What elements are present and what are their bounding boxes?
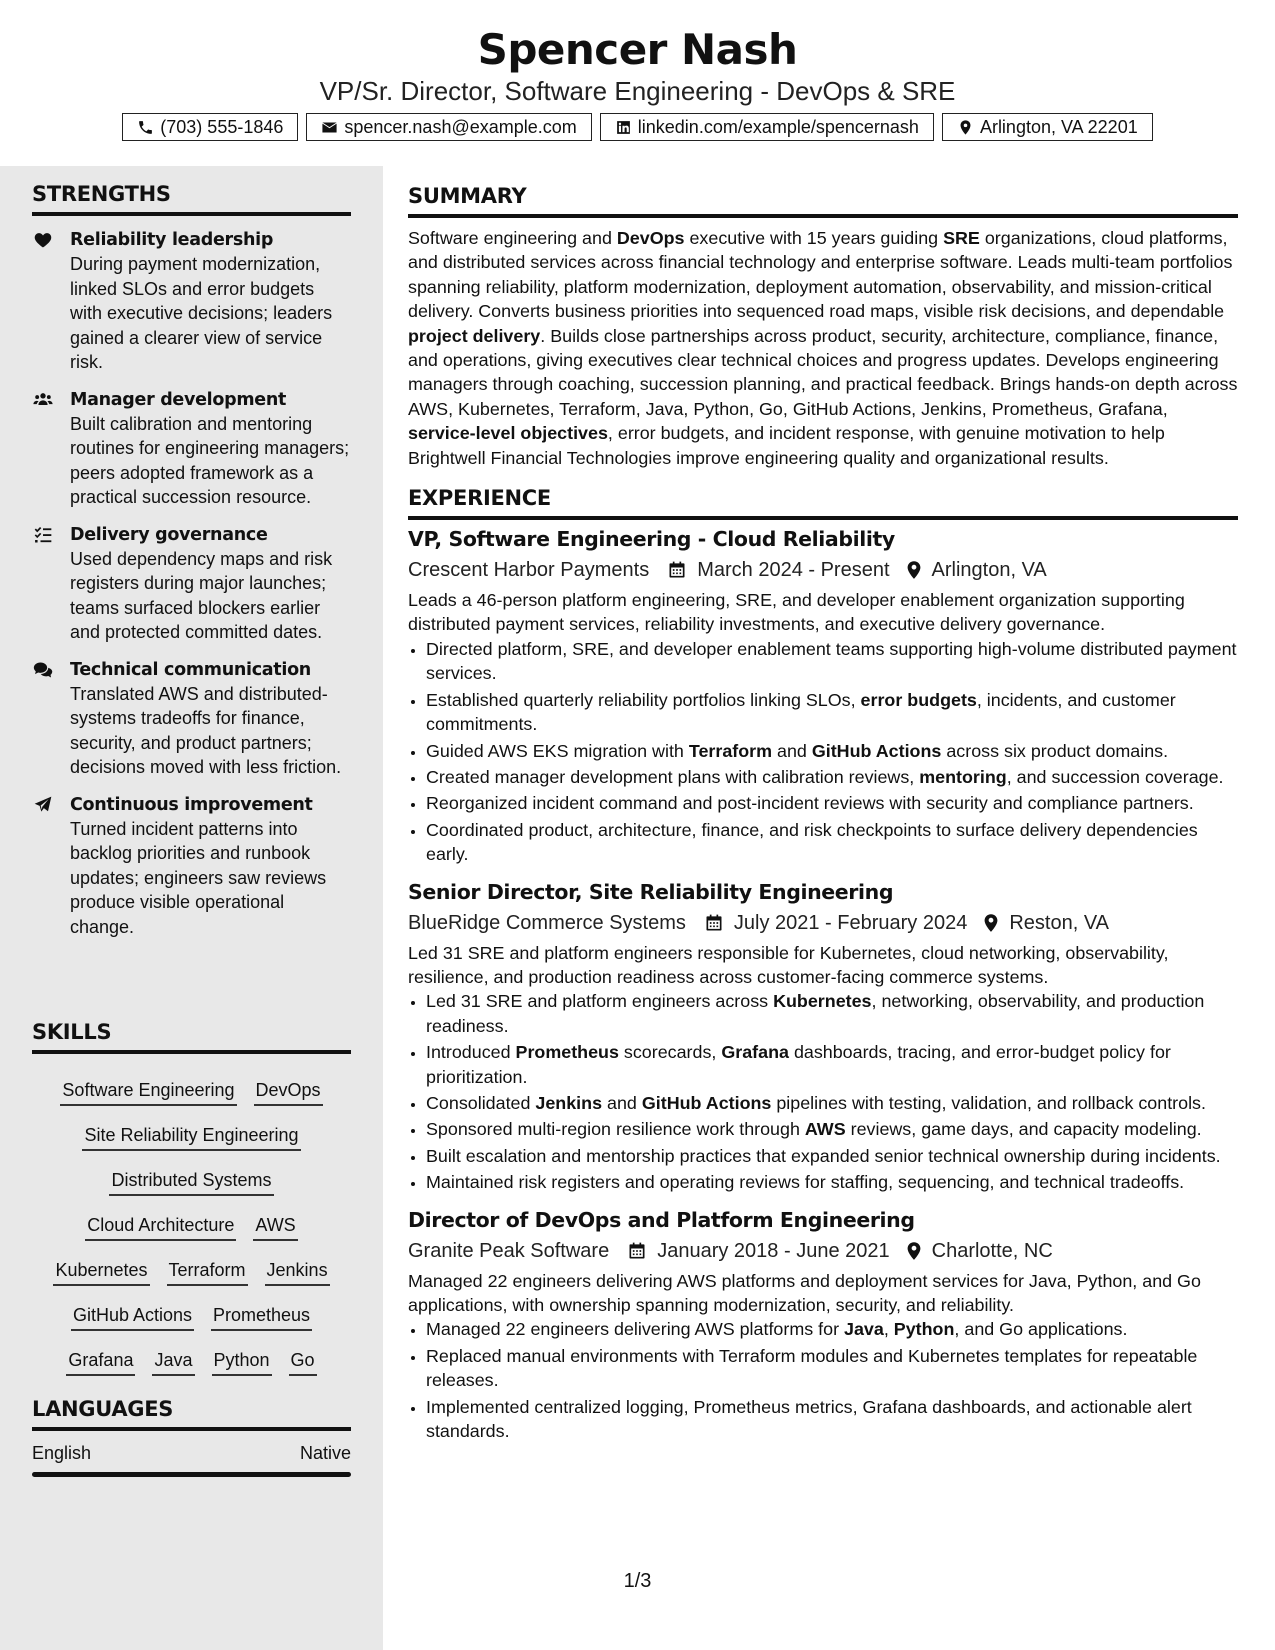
job-bullet — [426, 739, 1238, 763]
job-entry — [408, 524, 1238, 866]
job-bullet — [426, 1117, 1238, 1141]
text-run: Directed platform, SRE, and developer enablement teams supporting high-volume distributed payment services. — [426, 638, 1237, 684]
page-number: 1/3 — [623, 1570, 652, 1592]
text-run: , and Go applications. — [954, 1319, 1128, 1340]
contact-location-text: Arlington, VA 22201 — [979, 117, 1138, 137]
job-meta — [408, 907, 1238, 939]
bold-keyword: error budgets — [860, 689, 977, 710]
resume-header — [0, 0, 1275, 166]
language-name: English — [32, 1443, 92, 1463]
skill-tag: GitHub Actions — [71, 1303, 194, 1331]
strength-item — [32, 793, 351, 940]
skill-row — [32, 1078, 351, 1123]
job-entry — [408, 877, 1238, 1195]
contact-email[interactable] — [306, 113, 591, 141]
sidebar — [0, 166, 383, 1650]
job-dates: March 2024 - Present — [697, 559, 890, 582]
calendar-icon — [667, 560, 687, 580]
section-divider — [32, 1427, 351, 1431]
contact-linkedin-text: linkedin.com/example/spencernash — [637, 117, 919, 137]
job-bullet — [426, 1344, 1238, 1393]
strength-desc: Built calibration and mentoring routines for engineering managers; peers adopted framework as a practical succession resource. — [70, 413, 350, 507]
skill-tag: Kubernetes — [53, 1258, 149, 1286]
text-run: and — [772, 740, 812, 761]
skill-tag: Cloud Architecture — [85, 1213, 236, 1241]
skill-tag: Software Engineering — [60, 1078, 236, 1106]
text-run: dashboards, tracing, and error-budget policy for prioritization. — [426, 1042, 1171, 1087]
map-pin-icon — [983, 913, 999, 933]
bold-keyword: project delivery — [408, 325, 541, 346]
phone-icon — [137, 119, 154, 136]
bold-keyword: Python — [893, 1319, 955, 1340]
text-run: Software engineering and — [408, 228, 617, 248]
text-run: Managed 22 engineers delivering AWS platforms for — [426, 1319, 845, 1340]
bold-keyword: Terraform — [688, 740, 773, 761]
candidate-title: VP/Sr. Director, Software Engineering - DevOps & SRE — [319, 76, 956, 106]
text-run: Maintained risk registers and operating reviews for staffing, sequencing, and technical tradeoffs. — [426, 1172, 1185, 1193]
paper-plane-icon — [32, 795, 54, 815]
text-run: Introduced — [426, 1042, 516, 1063]
strength-title: Technical communication — [70, 659, 311, 680]
language-level-bar — [32, 1472, 351, 1477]
text-run: Sponsored multi-region resilience work through — [426, 1119, 805, 1140]
text-run: . Builds close partnerships across product, security, architecture, compliance, finance, and operations, giving executives clear technical choices and progress updates. Develops engineering managers through coaching, succession planning, and practical feedback. Brings hands-on depth across AWS, Kubernetes, Terraform, Java, Python, Go, GitHub Actions, Jenkins, Prometheus, Grafana, — [408, 325, 1238, 419]
text-run: Created manager development plans with calibration reviews, — [426, 766, 920, 787]
job-meta — [408, 1235, 1238, 1267]
section-divider — [408, 516, 1238, 520]
text-run: , networking, observability, and production readiness. — [426, 991, 1205, 1036]
strengths-heading: STRENGTHS — [32, 182, 171, 206]
heart-icon — [32, 230, 54, 250]
job-dates: January 2018 - June 2021 — [657, 1239, 890, 1262]
skill-tag: Go — [289, 1348, 317, 1376]
contact-linkedin[interactable] — [600, 113, 934, 141]
linkedin-icon — [615, 119, 632, 136]
text-run: Implemented centralized logging, Prometheus metrics, Grafana dashboards, and actionable alert standards. — [426, 1396, 1192, 1442]
strength-desc: Used dependency maps and risk registers during major launches; teams surfaced blockers earlier and protected committed dates. — [70, 548, 333, 642]
contact-email-text: spencer.nash@example.com — [344, 117, 577, 137]
language-level: Native — [299, 1443, 351, 1463]
text-run: Established quarterly reliability portfolios linking SLOs, — [426, 689, 861, 710]
bold-keyword: Java — [844, 1319, 884, 1340]
job-location: Charlotte, NC — [931, 1239, 1053, 1262]
job-bullet — [426, 1091, 1238, 1115]
skill-tag: DevOps — [254, 1078, 323, 1106]
text-run: Consolidated — [426, 1092, 536, 1113]
job-title: Director of DevOps and Platform Engineering — [408, 1207, 915, 1232]
strength-item — [32, 658, 351, 780]
job-bullet — [426, 1170, 1238, 1194]
text-run: across six product domains. — [941, 740, 1169, 761]
skills-section — [32, 1018, 351, 1054]
strengths-section — [32, 180, 351, 952]
strength-title: Continuous improvement — [70, 794, 313, 815]
bold-keyword: mentoring — [919, 766, 1007, 787]
text-run: , — [883, 1319, 894, 1340]
strength-title: Reliability leadership — [70, 230, 274, 250]
job-bullet — [426, 818, 1238, 867]
job-entry — [408, 1205, 1238, 1444]
text-run: Built escalation and mentorship practices that expanded senior technical ownership during incidents. — [426, 1145, 1221, 1166]
text-run: reviews, game days, and capacity modeling. — [845, 1119, 1202, 1140]
contact-bar — [0, 113, 1275, 141]
strength-title: Delivery governance — [70, 524, 268, 545]
summary-text — [408, 226, 1238, 470]
text-run: , incidents, and customer commitments. — [426, 689, 1176, 735]
chat-icon — [32, 660, 54, 680]
text-run: Replaced manual environments with Terraform modules and Kubernetes templates for repeatable releases. — [426, 1345, 1198, 1391]
skill-row — [32, 1258, 351, 1303]
bold-keyword: Kubernetes — [773, 991, 872, 1012]
contact-location — [942, 113, 1153, 141]
section-divider — [32, 1050, 351, 1054]
skill-tag: Jenkins — [265, 1258, 330, 1286]
job-bullet — [426, 989, 1238, 1038]
text-run: , error budgets, and incident response, with genuine motivation to help Brightwell Financial Technologies improve engineering quality and organizational results. — [408, 423, 1165, 468]
skill-tag: AWS — [253, 1213, 297, 1241]
text-run: and — [602, 1092, 642, 1113]
skill-tag: Prometheus — [211, 1303, 312, 1331]
skill-row — [32, 1348, 351, 1393]
strength-desc: Translated AWS and distributed-systems tradeoffs for finance, security, and product partners; decisions moved with less friction. — [70, 683, 342, 777]
job-title: VP, Software Engineering - Cloud Reliability — [408, 527, 895, 552]
text-run: Guided AWS EKS migration with — [426, 740, 689, 761]
job-location: Reston, VA — [1009, 911, 1110, 934]
strength-item — [32, 228, 351, 375]
map-pin-icon — [906, 560, 922, 580]
map-pin-icon — [906, 1241, 922, 1261]
contact-phone[interactable] — [122, 113, 298, 141]
job-location: Arlington, VA — [931, 559, 1047, 582]
text-run: , and succession coverage. — [1006, 766, 1224, 787]
strength-item — [32, 523, 351, 645]
job-intro: Leads a 46-person platform engineering, SRE, and developer enablement organization supporting distributed payment services, reliability investments, and executive delivery governance. — [408, 590, 1185, 635]
strength-item — [32, 388, 351, 510]
job-intro: Managed 22 engineers delivering AWS platforms and deployment services for Java, Python, and Go applications, with ownership spanning modernization, security, and reliability. — [408, 1270, 1201, 1315]
job-bullet — [426, 791, 1238, 815]
job-meta — [408, 554, 1238, 586]
checklist-icon — [32, 525, 54, 545]
strength-desc: Turned incident patterns into backlog priorities and runbook updates; engineers saw reviews produce visible operational change. — [70, 818, 327, 937]
text-run: Reorganized incident command and post-incident reviews with security and compliance partners. — [426, 793, 1194, 814]
section-divider — [32, 212, 351, 216]
bold-keyword: Grafana — [721, 1042, 789, 1063]
job-company: Crescent Harbor Payments — [408, 559, 650, 582]
bold-keyword: GitHub Actions — [811, 740, 942, 761]
skill-tag: Distributed Systems — [109, 1168, 273, 1196]
job-company: Granite Peak Software — [408, 1239, 610, 1262]
job-bullet — [426, 637, 1238, 686]
users-icon — [32, 390, 54, 410]
skill-tag: Site Reliability Engineering — [82, 1123, 300, 1151]
text-run: Led 31 SRE and platform engineers across — [426, 991, 774, 1012]
map-pin-icon — [957, 119, 974, 136]
job-bullets — [408, 989, 1238, 1194]
job-bullet — [426, 1317, 1238, 1341]
bold-keyword: SRE — [943, 228, 980, 248]
experience-heading: EXPERIENCE — [408, 486, 551, 511]
job-bullets — [408, 637, 1238, 867]
bold-keyword: GitHub Actions — [641, 1092, 772, 1113]
skills-list — [32, 1078, 351, 1393]
skill-tag: Python — [212, 1348, 272, 1376]
skill-row — [32, 1123, 351, 1168]
language-row — [32, 1443, 351, 1464]
job-bullet — [426, 765, 1238, 789]
candidate-name: Spencer Nash — [477, 25, 798, 74]
experience-list — [408, 524, 1238, 1443]
bold-keyword: Prometheus — [515, 1042, 619, 1063]
bold-keyword: Jenkins — [535, 1092, 603, 1113]
job-bullet — [426, 1144, 1238, 1168]
skill-row — [32, 1213, 351, 1258]
calendar-icon — [627, 1241, 647, 1261]
text-run: Coordinated product, architecture, finance, and risk checkpoints to surface delivery dependencies early. — [426, 819, 1198, 865]
section-divider — [408, 214, 1238, 218]
skills-heading: SKILLS — [32, 1020, 112, 1044]
skill-tag: Java — [152, 1348, 194, 1376]
job-bullet — [426, 1395, 1238, 1444]
skill-row — [32, 1168, 351, 1213]
job-title: Senior Director, Site Reliability Engineering — [408, 879, 894, 904]
job-bullet — [426, 1040, 1238, 1089]
text-run: scorecards, — [618, 1042, 722, 1063]
bold-keyword: DevOps — [616, 228, 685, 248]
envelope-icon — [321, 119, 338, 136]
job-bullet — [426, 688, 1238, 737]
text-run: executive with 15 years guiding — [684, 228, 944, 248]
calendar-icon — [704, 913, 724, 933]
job-intro: Led 31 SRE and platform engineers responsible for Kubernetes, cloud networking, observability, resilience, and production readiness across customer-facing commerce systems. — [408, 942, 1169, 987]
contact-phone-text: (703) 555-1846 — [160, 117, 284, 137]
text-run: pipelines with testing, validation, and rollback controls. — [771, 1092, 1206, 1113]
job-bullets — [408, 1317, 1238, 1443]
languages-section — [32, 1395, 351, 1477]
skill-row — [32, 1303, 351, 1348]
skill-tag: Grafana — [66, 1348, 135, 1376]
skill-tag: Terraform — [167, 1258, 248, 1286]
bold-keyword: AWS — [804, 1119, 846, 1140]
strength-title: Manager development — [70, 389, 287, 410]
text-run: organizations, cloud platforms, and distributed services across financial technology and enterprise software. Leads multi-team portfolios spanning reliability, platform modernization, deployment automation, observability, and mission-critical delivery. Converts business priorities into sequenced road maps, visible risk decisions, and dependable — [408, 228, 1233, 322]
main-content — [408, 182, 1238, 1445]
summary-heading: SUMMARY — [408, 184, 527, 208]
job-company: BlueRidge Commerce Systems — [408, 911, 686, 934]
strength-desc: During payment modernization, linked SLOs and error budgets with executive decisions; leaders gained a clearer view of service risk. — [70, 254, 333, 372]
bold-keyword: service-level objectives — [408, 423, 608, 444]
languages-heading: LANGUAGES — [32, 1397, 174, 1421]
job-dates: July 2021 - February 2024 — [733, 911, 968, 934]
